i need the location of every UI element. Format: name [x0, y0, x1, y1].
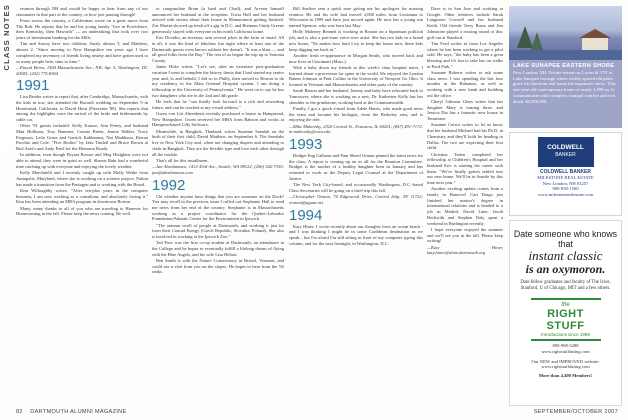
note-paragraph: Another exciting update comes from a family in Hanover! Cari Drago just finished her master's degree in international relations and is headed to a job in Madrid. David Lane, Jacob Beckwith and Stephen Daly spent a weekend in Burlington recently. — [427, 186, 503, 226]
note-paragraph: reunion through NH and would be happy to hear from any of our classmates in that part of the country, or how just passing through! — [16, 6, 148, 17]
text-column-2 — [152, 6, 284, 404]
class-year-heading: 1991 — [16, 77, 50, 95]
section-tab-label: CLASS NOTES — [2, 4, 11, 71]
section-tab — [0, 0, 14, 150]
note-paragraph: He feels that he "can finally look forward to a rich and rewarding future, and can be reached at my e-mail address." — [152, 99, 284, 110]
note-paragraph: The New York City-based, and occasionally Washington, D.C.-based Class Secretaries will be going on a brief trip this fall. — [289, 182, 423, 193]
note-paragraph: Bill Snelton sent a quick note giving me his apologies for missing reunion. He and his wife had moved 2,000 miles from Louisiana to Wisconsin in 1999 and have just moved again. He now has a young son named Spencer, who was born last May. — [289, 6, 423, 29]
note-paragraph: Ted Poor was the first co-op student at Dartmouth; an attendance in the College and he hopes to eventually fulfill a lifelong dream of flying with the Blue Angels, and his wife Lisa Helton. — [152, 240, 284, 257]
note-paragraph: I hope everyone enjoyed the summer and we'll see you in the fall. Please keep writing! — [427, 226, 503, 244]
class-secretary-signature: —Jan Abrahamsen, 1412 43rd Ave., Seattle, WA 98122; (206) 342-7330; jan@abrahamsen.com — [152, 164, 284, 175]
class-secretary-signature: —Mike Makovsky, 2320 Central St., Evanston, IL 60201; (847) 491-7172; m-makovsky@nwu.edu — [289, 123, 423, 135]
class-year-heading: 1993 — [289, 136, 323, 154]
note-paragraph: Kim Willoughby writes: "After ten-plus years in the computer business, I am now working as a consultant, and absolutely loving it." Kim has been attending an MBA program in downtown Boston. — [16, 187, 148, 205]
lakefront-house-photo — [509, 6, 622, 60]
cb-brand: COLDWELL BANKER — [539, 169, 591, 175]
issue-date: SEPTEMBER/OCTOBER 2007 — [533, 409, 618, 415]
publication-name: DARTMOUTH ALUMNI MAGAZINE — [30, 409, 127, 415]
note-paragraph: Many, many thanks to all of you who are traveling to Hanover for Homecoming in the fall. Please keep the news coming. Be well. — [16, 205, 148, 217]
note-paragraph: Katy Hiner: I wrote recently about our thoughts from an ocean beach - and I was thinking I might be in some Caribbean destination as we speak... but I'm afraid I'm still sitting in front of my computer typing this column, and for the next fortnight, in Washington, D.C. — [289, 223, 423, 246]
text-column-1 — [16, 6, 148, 404]
note-paragraph: Dave is in San Jose and working at Google. Other relatives include Sarah Langmore Crowell and her husband Keith. Old friends Terry Bruss and Jim Johnstone played a rousing round of disc golf out at Stanford. — [427, 6, 503, 40]
cb-website-link[interactable]: www.milestonerealestate.com — [537, 191, 594, 197]
class-year-heading: 1994 — [289, 206, 323, 224]
page-number: 82 — [16, 409, 23, 415]
coldwell-banker-ad[interactable] — [509, 132, 622, 216]
note-paragraph: Jamie Hoke writes: "Let's see, after an extensive post-graduation vacation I went to complete the history thesis that I had started my senior year and, lo and behold, I did so in Philly, then moved to Boston to do my residency in the Mass General Hospital system. I am doing a fellowship at the University of Pennsylvania." He went on to say he has two daughters who are in the 2nd and 4th grade. — [152, 64, 284, 98]
note-paragraph: Suzanne Cerros writes to let us know that her husband Michael had his Ph.D. in Chemistry and they'll both be heading to Dallas. The two are expecting their first child. — [427, 122, 503, 151]
note-paragraph: Tim Ford writes in from Los Angeles where he has been working to get a pilot sold. He says, "the baby has been a great blessing and it's fun to take her on walks in Ford Park." — [427, 40, 503, 69]
note-paragraph: Ben Smith is with the Nature Conservancy in Bristol, Vermont, and could use a visit from you on the slopes. He hopes to hear from the '92 ranks. — [152, 258, 284, 275]
rs-headline-2: instant classic — [528, 248, 603, 263]
note-paragraph: Other '91 guests included: Kelly Krause, Ann Pettey, and husband Matt Hollinan; Troy Bammer, Connie Breen, Jennie Walker, Tracy Ferguson, Leila Grace and Garrick Kubbernus; Nat Maddison, Kieran Pacchio and Cole. "Five Bodies" by Jake Tindall and Bruce Brown at Bod Auer's and Andy Pawl for the Hermosa Roads. — [16, 123, 148, 152]
right-stuff-logo: the RIGHT STUFF Introductions since 1989 — [531, 298, 601, 341]
class-secretary-signature: —Pascal Berns, 1500 Massachusetts Ave., NW, Apt. 5, Washington, DC 20005; (202) 775-8364 — [16, 64, 148, 76]
class-secretary-signature: —Katy Hiner, katy.hiner@alum.dartmouth.org — [427, 244, 503, 256]
note-paragraph: Tim and Stacey have two children, Sarah, almost 5, and Matthew, almost 2. "Since moving to New Hampshire ten years ago I have completed my inventory of friends living nearby and have gotten used to so many people here, time to time." — [16, 41, 148, 64]
note-paragraph: Eric Dovidio, an investor, sent several jokes in the form of email. All in all, it was the kind of fabulous fun night where at least one of the Dartmouth guests even knows without her doesn't. "It was a blast — and all good folks from the Bay." The rest of us began the trip up to Sonoma County. — [152, 35, 284, 63]
rs-headline-1: Date someone who knows that — [513, 229, 618, 249]
note-paragraph: With a baby down my friends at this week's class hospital notes, I learned about a procession for spine in the world. We enjoyed the Lyndon Baines Johnson at Park Collins in the University of Newport Go Ohio. It loomed in Vermont and Massachusetts and other parts of the country. — [289, 64, 423, 87]
rs-phone: 800-988-5288 — [552, 343, 579, 348]
lake-sunapee-ad[interactable] — [509, 6, 622, 128]
note-paragraph: In addition, even though Bryant Bowne and Meg Hodgkins were not able to attend, they were in spirit as well. Sharon Bahr had a wonderful time catching up with everyone and enjoying the lovely weather. — [16, 152, 148, 169]
cb-city: New London, NH 03257 — [542, 180, 589, 186]
note-paragraph: Cheryl Gilmour Glass writes that her daughter Mary is turning three, and Jessica Dix has a fantastic new house in Tennessee. — [427, 99, 503, 122]
note-paragraph: Bridget Eng Calhoun and Pam Sheed Orman penned the latest news for the class. A report is coming up on us all for the Reunion Committee. Bridget is the mother of a healthy daughter born in January and has returned to work as the Deputy Legal Counsel at the Department of Justice. — [289, 153, 423, 181]
note-paragraph: Christina Taiten completed her fellowship at Children's Hospital and her husband Eric is starting his career with them. "We've finally gotten settled into our new home. We'll be in Seattle by this time next year." — [427, 151, 503, 186]
rs-subtext: Date fellow graduates and faculty of The Ivies, Stanford, U of Chicago, MIT and a few others. — [520, 280, 611, 291]
lake-ad-body: New London, NH. Private retreat on 2 acres & 170' of Lake Sunapee frontage where widely spaced old pines grace the lakefront and frame the expansive views. This one-year-old contemporary home of nearly 4,000 sq. ft. communicates with complete, tranquil comfort and rich detail. $3,950,000. — [513, 70, 616, 104]
cb-office: MILESTONE REAL ESTATE — [537, 175, 594, 180]
rs-website-link[interactable]: www.rightstuffdating.com — [541, 348, 590, 354]
rs-tagline: More than 4,400 Members! — [538, 373, 593, 379]
right-stuff-ad[interactable] — [509, 220, 622, 406]
rs-headline-3: is an oxymoron. — [525, 262, 606, 276]
note-paragraph: Lisa Bruder writes to report that, after Cambridge, Massachusetts, with the kids in tow, she attended the Bacardi wedding on September 9 in Homestead, California, to David Horn (Princeton '80). She reports that among the highlights were the arrival of the bride and bridesmaids by cable car. — [16, 94, 148, 123]
note-paragraph: Susanne Roberts writes to ask some class news. I was spending the last four months in the Bahamas, as well as working with a new bank and building out the office. — [427, 69, 503, 98]
note-paragraph: That's all for this installment. — [156, 157, 209, 163]
cb-phone: 800-858-1500 — [552, 186, 579, 192]
class-year-heading: 1992 — [152, 176, 186, 194]
note-paragraph: "The autumn swell of people at Dartmouth, and working it just far from their Conrad Energy (Czech Republic, Slovakia, Poland). She also is involved in working at the Ipswich Zoo." — [152, 222, 284, 240]
note-paragraph: Kelly Marchitelli and I recently caught up with Molly Weihe from Annapolis, Maryland, where she is working on a science project. Fulton has made a transition from the Pentagon and is working with the Board. — [16, 170, 148, 187]
text-column-3 — [289, 6, 423, 404]
page-footer-right — [534, 409, 618, 415]
note-paragraph: to congratulate Brian (a hard and Chad), and Arveen himself announced her husband at the reception. Tricia Hall and her husband arrived with stories about their house in Mamaroneck getting finished. Zac Martin showed up fresh off a gig in D.C. and Brennan Cindy Greene generously stayed with everyone in his north California home. — [152, 6, 284, 34]
note-paragraph: Chi whether anyone have things that you are someone on the Dock? You may recall in the previous issue I called out Stephanie Hall to send me news from her end of the country. Stephanie is in Massachusetts working as a project coordinator for the Quebec-Labrador Foundation/Atlantic Center for the Environment in Ipswich. — [152, 193, 284, 222]
page-footer-left — [16, 409, 127, 415]
note-paragraph: Finally, I got a quick e-mail from Adele Harris, who made good news the team and became his biologist, from the Berkeley area, and is enjoying the ride. — [289, 105, 423, 123]
note-paragraph: Meanwhile, in Bangkok, Thailand, writes Suzanne Saenlak on the birth of their first child, David Matthew, on September 6. The Saenlaks live in New York City and, when not changing diapers and attending to clade in Bangkok. They are the flexible type and love each other through all the trouble. — [152, 128, 284, 157]
note-paragraph: Holly Maloney Bennett is working in Boston on a bipartisan political job, and is also a part-time voice-over artist. She has two kids in a brand new home; "No matter how hard I try to keep the house nice, these kids keep digging me back in." — [289, 29, 423, 52]
rs-cta[interactable]: Our NEW and IMPROVED website: www.rightstuffdating.com — [531, 358, 600, 370]
note-paragraph: Gwen von Litt Ahrenberts recently purchased a house in Hampstead, New Hampshire. Gwen received her MBA from Babson and works at Hampton-based Lilly Software. — [152, 111, 284, 128]
coldwell-banker-logo: COLDWELL BANKER — [538, 137, 594, 167]
note-paragraph: From across the country, a Californian wrote on a great move from The Rob. He reports that he and his young family "live in Providence, then Kentucky, then Haworth" — an undertaking that took over two years of investment banking for the Mills. — [16, 18, 148, 41]
lake-ad-title: LAKE SUNAPEE EASTERN SHORE — [513, 63, 615, 69]
text-column-4 — [427, 6, 503, 404]
class-secretary-signature: —Christopher Orman, 74 Edgewood Drive, Central Islip, NY 11722; orman@jaguar.net — [289, 194, 423, 205]
note-paragraph: Another fresh re-appearance in Morgan Smith, who moved back and now lives in Cincinnati (Mass.). — [289, 52, 423, 64]
note-paragraph: Sarah Barton and her husband, Jeremy and baby have relocated back to Vancouver, where she is working on a new, Dr. Katherine Kelly has her shoulder to the grindstone, working hard at the Commonwealth. — [289, 88, 423, 105]
